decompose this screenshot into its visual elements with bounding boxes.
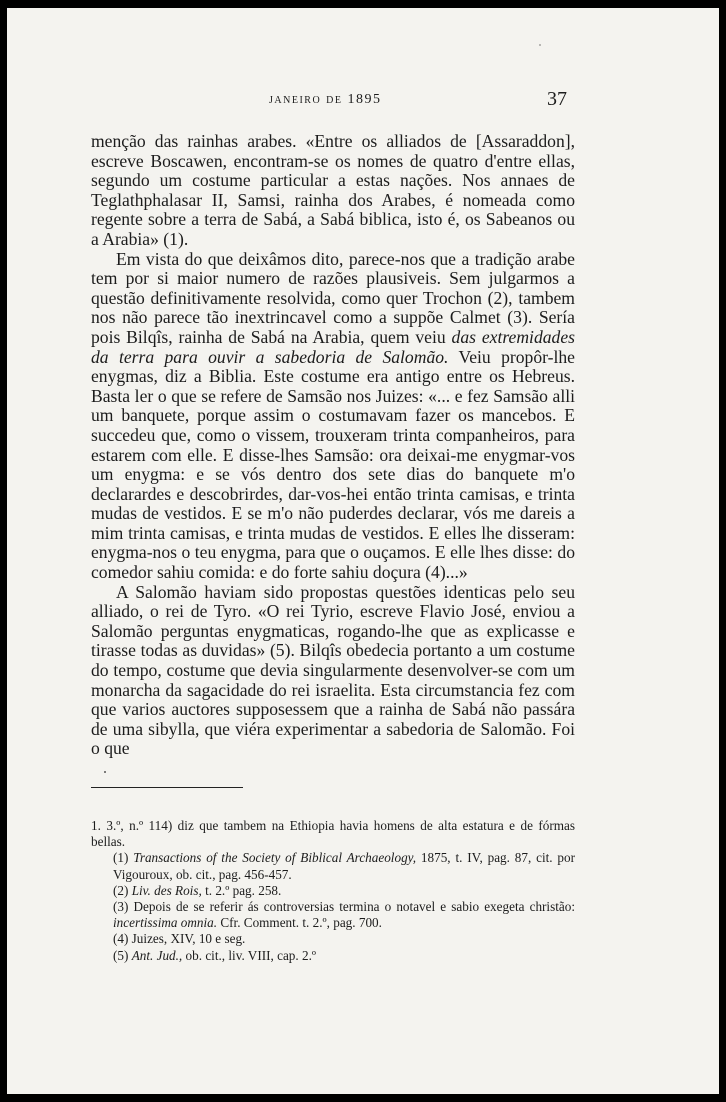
text-run: A Salomão haviam sido propostas questões identicas pelo seu alliado, o rei de Tyro. «O rei Tyrio, escreve Flavio José, enviou a Salomão perguntas enygmaticas, rogando-lhe que as explicasse e tirasse todas as duvidas» (5). Bilqîs obedecia portanto a um costume do tempo, costume que devia singularmente desenvolver-se com um monarcha da sagacidade do rei israelita. Esta circumstancia fez com que varios auctores supposessem que a rainha de Sabá não passára de uma sibylla, que viéra experimentar a sabedoria de Salomão. Foi o que <box>91 581 575 759</box>
book-page <box>7 8 719 1094</box>
italic-text: das extremidades da terra para ouvir a sabedoria de Salomão. <box>91 326 575 367</box>
paragraph <box>91 583 575 759</box>
text-run: Em vista do que deixâmos dito, parece-nos que a tradição arabe tem por si maior numero de razões plausiveis. Sem julgarmos a questão definitivamente resolvida, como quer Trochon (2), tambem nos não parece tão inextrincavel como a suppõe Calmet (3). Sería pois Bilqîs, rainha de Sabá na Arabia, quem veiu <box>91 248 575 347</box>
running-title: janeiro de 1895 <box>269 92 382 107</box>
page-number: 37 <box>547 88 567 110</box>
page-header <box>7 88 719 118</box>
text-run: (1) <box>113 850 134 866</box>
italic-text: Liv. des Rois, <box>131 882 202 898</box>
italic-text: Ant. Jud., <box>131 947 183 963</box>
text-run: Veiu propôr-lhe enygmas, diz a Biblia. Este costume era antigo entre os Hebreus. Basta ler o que se refere de Samsão nos Juizes: «... e fez Samsão alli um banquete, porque assim o costumavam fazer os mancebos. E succedeu que, como o vissem, trouxeram trinta companheiros, para estarem com elle. E disse-lhes Samsão: ora deixai-me enygmar-vos um enygma: e se vós dentro dos sete dias do banquete m'o declarardes e descobrirdes, dar-vos-hei então trinta camisas, e trinta mudas de vestidos. E se m'o não puderdes declarar, vós me dareis a mim trinta camisas, e trinta mudas de vestidos. E elles lhe disseram: enygma-nos o teu enygma, para que o ouçamos. E elle lhes disse: do comedor sahiu comida: e do forte sahiu doçura (4)...» <box>91 346 575 583</box>
text-run: Cfr. Comment. t. 2.º, pag. 700. <box>217 915 382 931</box>
italic-text: Transactions of the Society of Biblical Archaeology, <box>133 850 417 866</box>
body-text <box>91 132 575 759</box>
text-run: (2) <box>113 882 132 898</box>
text-run: t. 2.º pag. 258. <box>201 882 282 898</box>
footnote-separator <box>91 787 243 788</box>
paragraph <box>91 250 575 583</box>
paragraph <box>91 132 575 250</box>
footnote <box>91 850 575 882</box>
text-run: ob. cit., liv. VIII, cap. 2.º <box>182 947 316 963</box>
footnote <box>91 948 575 964</box>
footnote-continuation <box>91 818 575 850</box>
text-run: 1875, t. IV, pag. 87, cit. por Vigouroux, ob. cit., pag. 456-457. <box>113 850 575 882</box>
text-run: menção das rainhas arabes. «Entre os alliados de [Assaraddon], escreve Boscawen, encontram-se os nomes de quatro d'entre ellas, segundo um costume particular a estas nações. Nos annaes de Teglathphalasar II, Samsi, rainha dos Arabes, é nomeada como regente sobre a terra de Sabá, a Sabá biblica, isto é, os Sabeanos ou a Arabia» (1). <box>91 131 575 249</box>
text-run: 1. 3.º, n.º 114) diz que tambem na Ethiopia havia homens de alta estatura e de fórmas bellas. <box>91 818 575 850</box>
text-run: (4) Juizes, XIV, 10 e seg. <box>113 931 246 947</box>
text-run: (5) <box>113 947 132 963</box>
footnote <box>91 883 575 899</box>
paper-speck <box>539 44 541 46</box>
paper-speck <box>104 771 106 773</box>
italic-text: incertissima omnia. <box>113 915 218 931</box>
footnotes <box>91 818 575 964</box>
footnote <box>91 931 575 947</box>
text-run: (3) Depois de se referir ás controversias termina o notavel e sabio exegeta christão: <box>113 899 575 915</box>
footnote <box>91 899 575 931</box>
